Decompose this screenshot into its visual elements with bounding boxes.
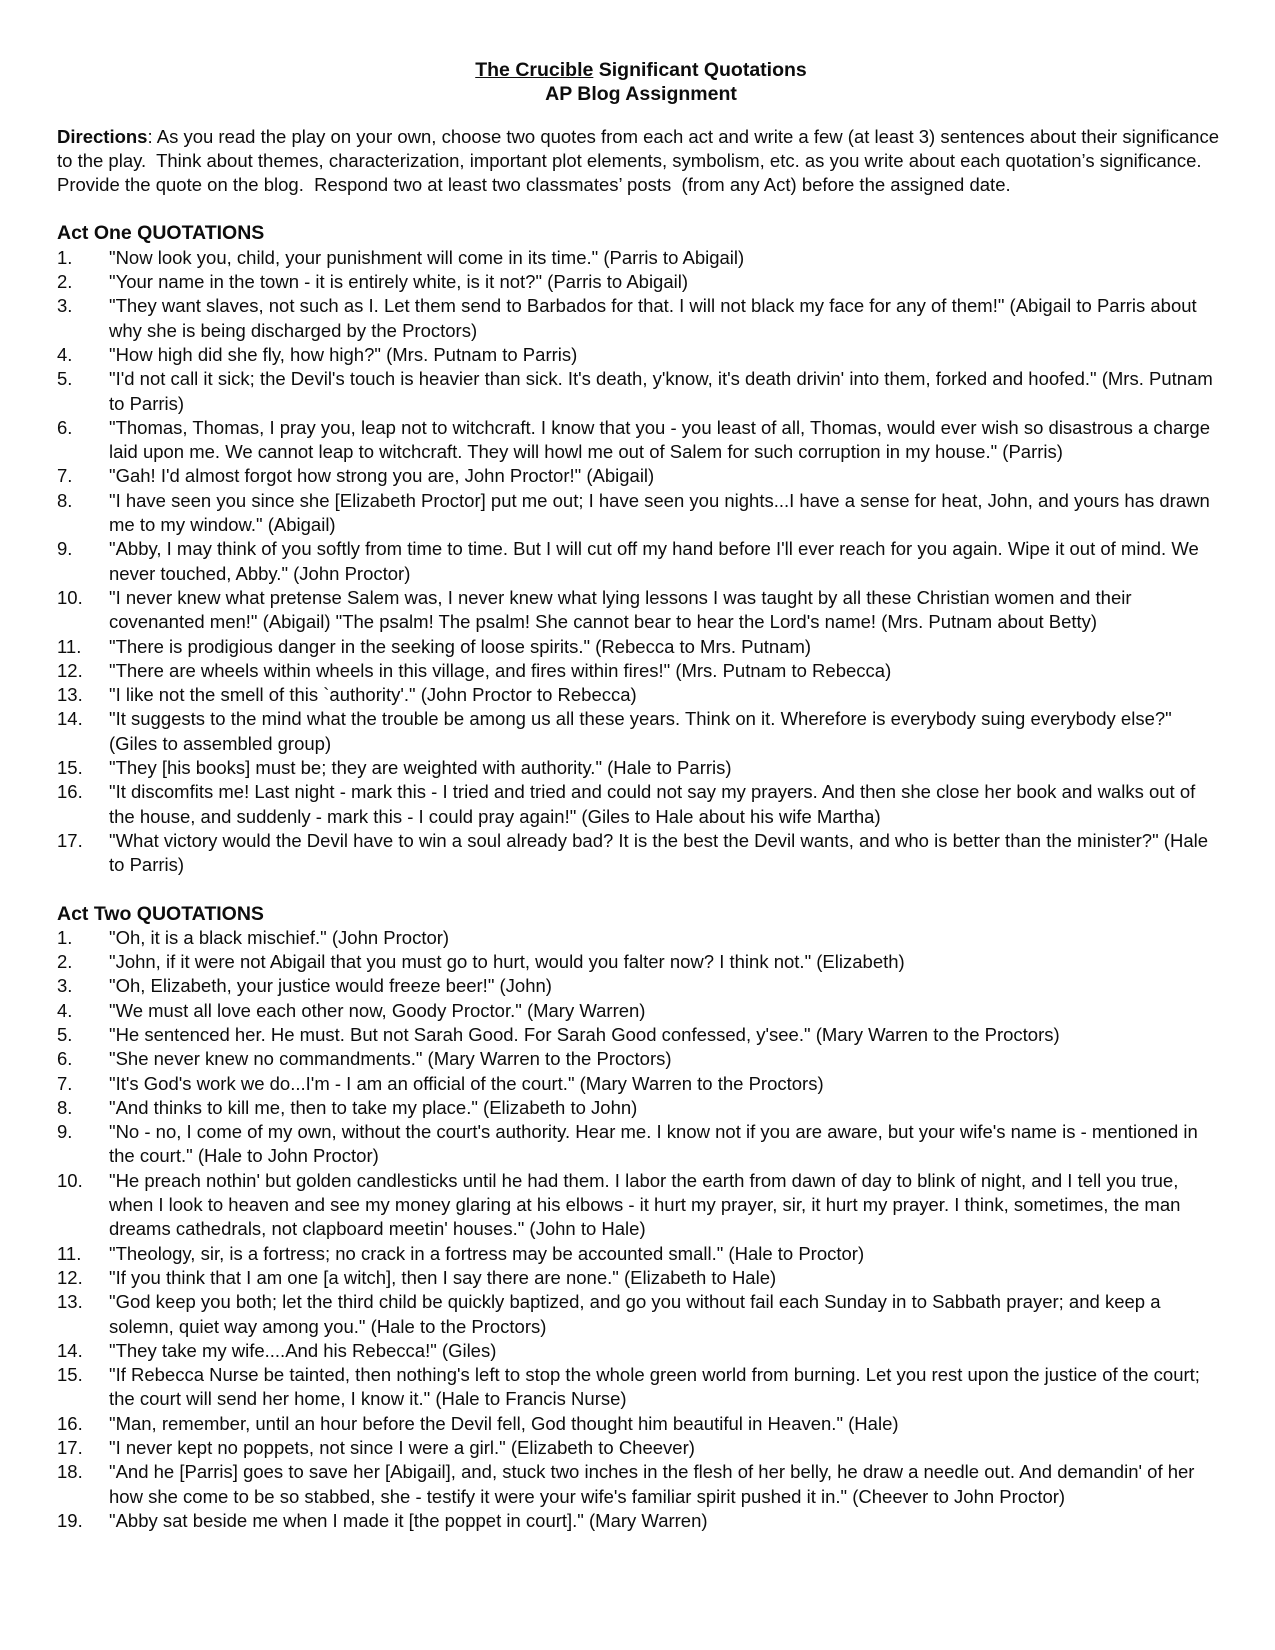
quote-list-item (57, 1412, 1225, 1436)
quote-number: 10. (57, 1169, 83, 1191)
quote-list-item (57, 1509, 1225, 1533)
quote-text: "Thomas, Thomas, I pray you, leap not to witchcraft. I know that you - you least of all, Thomas, would ever wish so disastrous a charge laid upon me. We cannot leap to witchcraft. They will howl me out of Salem for such corruption in my house." (Parris) (109, 416, 1216, 463)
quote-text: "They want slaves, not such as I. Let them send to Barbados for that. I will not black my face for any of them!" (Abigail to Parris about why she is being discharged by the Proctors) (109, 295, 1202, 341)
quote-number: 9. (57, 538, 73, 560)
quote-list-item (57, 974, 1225, 998)
quote-text: "And thinks to kill me, then to take my place." (Elizabeth to John) (109, 1096, 638, 1118)
quote-text: "Oh, it is a black mischief." (John Proctor) (109, 926, 450, 948)
quote-list-item (57, 1242, 1225, 1266)
act-two-quote-list (57, 926, 1225, 1533)
quote-list-item (57, 707, 1225, 756)
quote-text: "Abby sat beside me when I made it [the poppet in court]." (Mary Warren) (109, 1509, 708, 1531)
quote-text: "He preach nothin' but golden candlesticks until he had them. I labor the earth from dawn of day to blink of night, and I tell you true, when I look to heaven and see my money glaring at his elbows - it hurt my prayer, sir, it hurt my prayer. I think, sometimes, the man dreams cathedrals, not clapboard meetin' houses." (John to Hale) (109, 1169, 1186, 1240)
quote-list-item (57, 829, 1225, 878)
quote-list-item (57, 1460, 1225, 1509)
quote-list-item (57, 950, 1225, 974)
quote-list-item (57, 1363, 1225, 1412)
directions-text: : As you read the play on your own, choose two quotes from each act and write a few (at least 3) sentences about their significance to the play. Think about themes, characterization, important plot elements, symbolism, etc. as you write about each quotation’s significance. Provide the quote on the blog. Respond two at least two classmates’ posts (from any Act) before the assigned date. (57, 125, 1225, 196)
quote-text: "I never kept no poppets, not since I were a girl." (Elizabeth to Cheever) (109, 1437, 695, 1459)
quote-text: "It discomfits me! Last night - mark this - I tried and tried and could not say my prayers. And then she close her book and walks out of the house, and suddenly - mark this - I could pray again!" (Giles to Hale about his wife Martha) (109, 781, 1201, 827)
quote-number: 3. (57, 975, 73, 997)
quote-number: 8. (57, 489, 73, 511)
act-one-section (57, 221, 1225, 877)
quote-list-item (57, 659, 1225, 683)
quote-list-item (57, 1047, 1225, 1071)
quote-list-item (57, 270, 1225, 294)
quote-list-item (57, 683, 1225, 707)
quote-number: 2. (57, 271, 73, 293)
quote-list-item (57, 1096, 1225, 1120)
quote-text: "If you think that I am one [a witch], then I say there are none." (Elizabeth to Hale) (109, 1266, 777, 1288)
quote-number: 13. (57, 1291, 83, 1313)
quote-text: "If Rebecca Nurse be tainted, then nothing's left to stop the whole green world from burning. Let you rest upon the justice of the court; the court will send her home, I know it." (Hale to Francis Nurse) (109, 1364, 1206, 1410)
quote-text: "She never knew no commandments." (Mary Warren to the Proctors) (109, 1048, 672, 1070)
quote-text: "Abby, I may think of you softly from time to time. But I will cut off my hand before I'll ever reach for you again. Wipe it out of mind. We never touched, Abby." (John Proctor) (109, 538, 1204, 584)
quote-text: "Theology, sir, is a fortress; no crack in a fortress may be accounted small." (Hale to Proctor) (109, 1242, 865, 1264)
quote-list-item (57, 1290, 1225, 1339)
quote-number: 17. (57, 829, 83, 851)
quote-text: "John, if it were not Abigail that you must go to hurt, would you falter now? I think not." (Elizabeth) (109, 951, 905, 973)
quote-number: 15. (57, 1364, 83, 1386)
quote-text: "There is prodigious danger in the seeking of loose spirits." (Rebecca to Mrs. Putnam) (109, 635, 812, 657)
quote-number: 14. (57, 1339, 83, 1361)
quote-text: "Now look you, child, your punishment will come in its time." (Parris to Abigail) (109, 246, 745, 268)
directions-paragraph (57, 125, 1225, 198)
quote-number: 9. (57, 1121, 73, 1143)
quote-text: "No - no, I come of my own, without the court's authority. Hear me. I know not if you are aware, but your wife's name is - mentioned in the court." (Hale to John Proctor) (109, 1121, 1203, 1167)
quote-text: "How high did she fly, how high?" (Mrs. Putnam to Parris) (109, 343, 578, 365)
quote-list-item (57, 926, 1225, 950)
quote-list-item (57, 635, 1225, 659)
quote-text: "It's God's work we do...I'm - I am an official of the court." (Mary Warren to the Proctors) (109, 1072, 824, 1094)
act-two-section (57, 902, 1225, 1534)
quote-number: 3. (57, 295, 73, 317)
quote-text: "What victory would the Devil have to win a soul already bad? It is the best the Devil wants, and who is better than the minister?" (Hale to Parris) (109, 829, 1214, 876)
quote-list-item (57, 1436, 1225, 1460)
quote-number: 6. (57, 416, 73, 438)
quote-list-item (57, 246, 1225, 270)
quote-number: 7. (57, 465, 73, 487)
quote-list-item (57, 294, 1225, 343)
quote-number: 15. (57, 757, 83, 779)
quote-list-item (57, 343, 1225, 367)
quote-list-item (57, 1266, 1225, 1290)
quote-list-item (57, 1072, 1225, 1096)
document-title (57, 58, 1225, 107)
quote-number: 7. (57, 1072, 73, 1094)
quote-text: "He sentenced her. He must. But not Sarah Good. For Sarah Good confessed, y'see." (Mary Warren to the Proctors) (109, 1023, 1060, 1045)
quote-text: "Your name in the town - it is entirely white, is it not?" (Parris to Abigail) (109, 271, 689, 293)
quote-list-item (57, 756, 1225, 780)
title-line-1 (57, 58, 1225, 82)
quote-text: "Man, remember, until an hour before the Devil fell, God thought him beautiful in Heaven." (Hale) (109, 1412, 899, 1434)
act-one-quote-list (57, 246, 1225, 878)
quote-number: 16. (57, 1412, 83, 1434)
quote-number: 17. (57, 1437, 83, 1459)
quote-number: 5. (57, 368, 73, 390)
quote-number: 14. (57, 708, 83, 730)
quote-list-item (57, 537, 1225, 586)
quote-list-item (57, 1120, 1225, 1169)
quote-number: 12. (57, 659, 83, 681)
quote-number: 4. (57, 999, 73, 1021)
act-two-heading: Act Two QUOTATIONS (57, 902, 264, 925)
quote-number: 5. (57, 1023, 73, 1045)
directions-label: Directions (57, 125, 148, 147)
quote-text: "God keep you both; let the third child be quickly baptized, and go you without fail each Sunday in to Sabbath prayer; and keep a solemn, quiet way among you." (Hale to the Proctors) (109, 1291, 1166, 1337)
quote-text: "And he [Parris] goes to save her [Abigail], and, stuck two inches in the flesh of her belly, he draw a needle out. And demandin' of her how she come to be so stabbed, she - testify it were your wife's familiar spirit pushed it in." (Cheever to John Proctor) (109, 1461, 1200, 1507)
quote-number: 16. (57, 781, 83, 803)
quote-list-item (57, 780, 1225, 829)
quote-number: 10. (57, 586, 83, 608)
quote-text: "I'd not call it sick; the Devil's touch is heavier than sick. It's death, y'know, it's death drivin' into them, forked and hoofed." (Mrs. Putnam to Parris) (109, 368, 1218, 414)
quote-text: "I never knew what pretense Salem was, I never knew what lying lessons I was taught by all these Christian women and their covenanted men!" (Abigail) "The psalm! The psalm! She cannot bear to hear the Lord's name! (Mrs. Putnam about Betty) (109, 586, 1137, 633)
title-rest: Significant Quotations (593, 59, 807, 81)
title-line-2: AP Blog Assignment (545, 83, 737, 106)
quote-number: 13. (57, 684, 83, 706)
quote-number: 19. (57, 1509, 83, 1531)
quote-number: 1. (57, 926, 73, 948)
quote-number: 12. (57, 1266, 83, 1288)
quote-number: 11. (57, 635, 82, 657)
quote-number: 1. (57, 246, 73, 268)
quote-list-item (57, 999, 1225, 1023)
quote-text: "Oh, Elizabeth, your justice would freeze beer!" (John) (109, 975, 552, 997)
quote-text: "It suggests to the mind what the trouble be among us all these years. Think on it. Wherefore is everybody suing everybody else?" (Giles to assembled group) (109, 708, 1177, 754)
quote-number: 4. (57, 343, 73, 365)
quote-list-item (57, 1023, 1225, 1047)
quote-list-item (57, 1339, 1225, 1363)
quote-number: 11. (57, 1242, 82, 1264)
book-title: The Crucible (475, 59, 594, 81)
quote-text: "They [his books] must be; they are weighted with authority." (Hale to Parris) (109, 757, 732, 779)
quote-text: "We must all love each other now, Goody Proctor." (Mary Warren) (109, 999, 646, 1021)
quote-list-item (57, 367, 1225, 416)
quote-number: 18. (57, 1461, 83, 1483)
act-one-heading: Act One QUOTATIONS (57, 222, 265, 245)
quote-number: 8. (57, 1096, 73, 1118)
quote-text: "Gah! I'd almost forgot how strong you are, John Proctor!" (Abigail) (109, 465, 655, 487)
quote-text: "They take my wife....And his Rebecca!" (Giles) (109, 1339, 497, 1361)
quote-text: "I like not the smell of this `authority'." (John Proctor to Rebecca) (109, 684, 637, 706)
quote-number: 6. (57, 1048, 73, 1070)
quote-list-item (57, 489, 1225, 538)
quote-list-item (57, 416, 1225, 465)
quote-list-item (57, 586, 1225, 635)
quote-text: "I have seen you since she [Elizabeth Proctor] put me out; I have seen you nights...I have a sense for heat, John, and yours has drawn me to my window." (Abigail) (109, 489, 1215, 536)
quote-list-item (57, 464, 1225, 488)
quote-number: 2. (57, 951, 73, 973)
quote-list-item (57, 1169, 1225, 1242)
quote-text: "There are wheels within wheels in this village, and fires within fires!" (Mrs. Putnam to Rebecca) (109, 659, 892, 681)
